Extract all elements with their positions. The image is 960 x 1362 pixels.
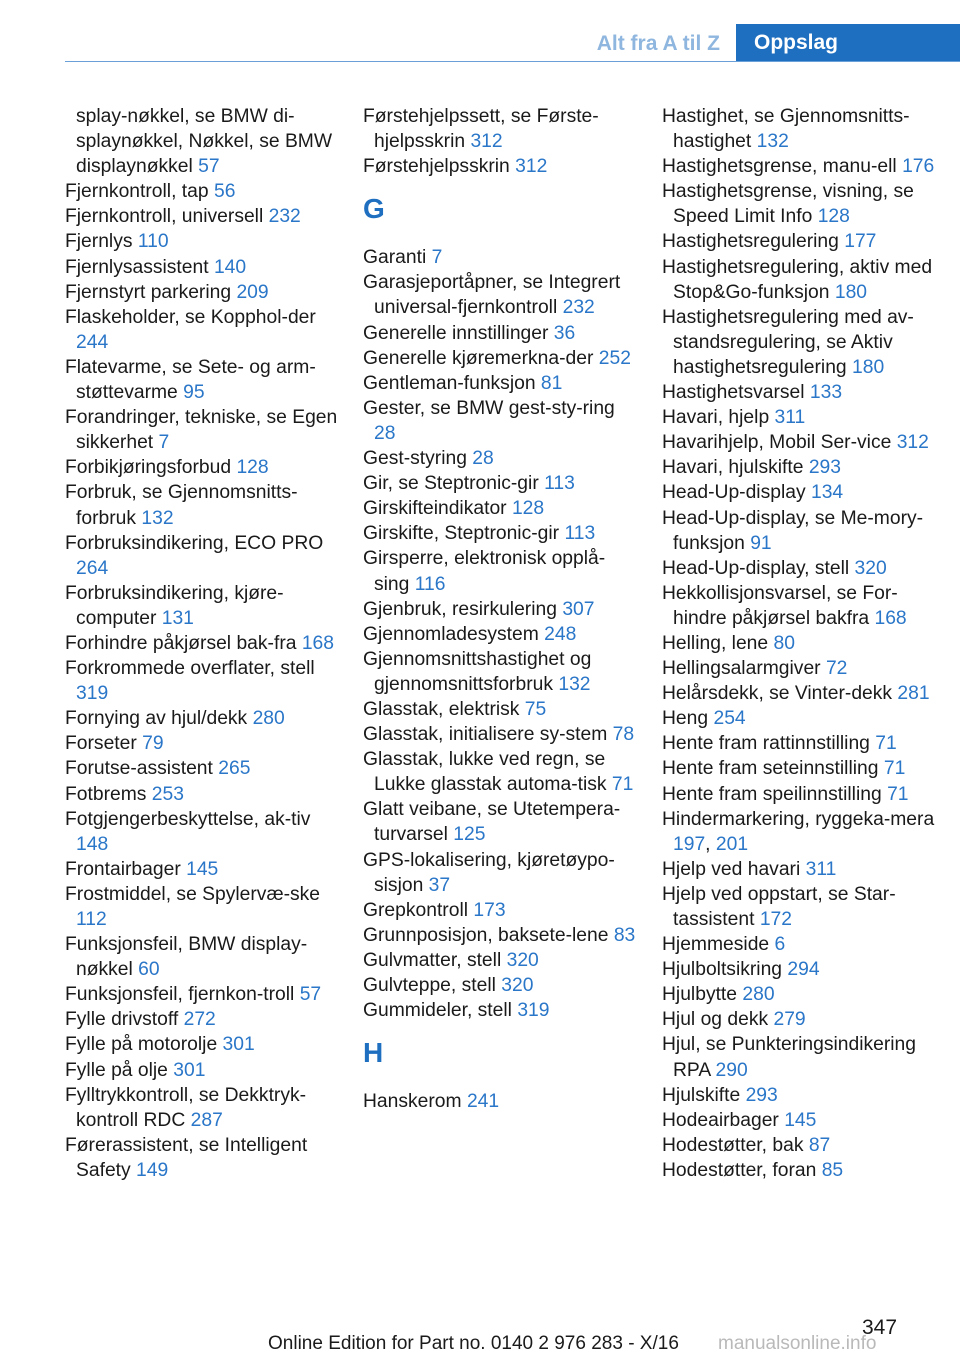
index-column-1 xyxy=(65,104,340,1183)
index-entry xyxy=(65,706,340,731)
page-reference-link[interactable]: 319 xyxy=(517,1000,550,1022)
index-entry-text: Hodeairbager xyxy=(662,1109,779,1131)
page-reference-link[interactable]: 131 xyxy=(161,607,194,629)
index-entry-text: Grepkontroll xyxy=(363,899,469,921)
page-reference-link[interactable]: 312 xyxy=(896,432,929,454)
page-reference-link[interactable]: 7 xyxy=(431,247,443,269)
page-reference-link[interactable]: 113 xyxy=(544,473,575,495)
index-entry xyxy=(363,923,638,948)
index-entry xyxy=(662,154,947,179)
page-reference-link[interactable]: 232 xyxy=(562,297,595,319)
index-entry xyxy=(363,848,638,898)
page-reference-link[interactable]: 145 xyxy=(186,858,219,880)
index-entry xyxy=(65,355,340,405)
index-entry-text: Gulvmatter, stell xyxy=(363,949,502,971)
index-entry xyxy=(662,104,947,154)
page-reference-link[interactable]: 248 xyxy=(544,623,577,645)
page-reference-link[interactable]: 173 xyxy=(473,899,506,921)
index-entry-text: Fylltrykkontroll, se Dekktryk-kontroll RDC xyxy=(65,1084,307,1131)
index-entry xyxy=(662,1083,947,1108)
index-entry xyxy=(363,321,638,346)
index-entry xyxy=(65,756,340,781)
page-reference-link[interactable]: 6 xyxy=(774,934,786,956)
page-reference-link[interactable]: 37 xyxy=(428,874,451,896)
index-column-2 xyxy=(363,104,638,1114)
page-number: 347 xyxy=(862,1316,898,1339)
index-entry-text: Generelle innstillinger xyxy=(363,322,549,344)
page-reference-link[interactable]: 72 xyxy=(825,658,848,680)
index-entry xyxy=(363,270,638,320)
section-breadcrumb[interactable]: Alt fra A til Z xyxy=(596,32,720,55)
index-entry xyxy=(662,305,947,380)
section-tab-oppslag[interactable]: Oppslag xyxy=(736,24,960,62)
index-column-3 xyxy=(662,104,947,1183)
index-entry-text: Førerassistent, se Intelligent Safety xyxy=(65,1134,308,1181)
index-entry xyxy=(363,546,638,596)
index-entry xyxy=(363,396,638,446)
index-entry-text: Garanti xyxy=(363,247,427,269)
index-entry xyxy=(363,154,638,179)
index-entry-text: Fjernkontroll, universell xyxy=(65,206,264,228)
page-reference-link[interactable]: 180 xyxy=(834,281,868,303)
page-reference-link[interactable]: 140 xyxy=(213,256,247,278)
page-reference-link[interactable]: 168 xyxy=(874,607,907,629)
index-entry xyxy=(65,1007,340,1032)
page-reference-link[interactable]: 133 xyxy=(809,382,843,404)
index-entry-text: Funksjonsfeil, BMW display-nøkkel xyxy=(65,934,308,981)
index-entry xyxy=(65,204,340,229)
index-entry xyxy=(363,346,638,371)
page-reference-link[interactable]: 301 xyxy=(173,1059,206,1081)
page-reference-link[interactable]: 132 xyxy=(558,673,591,695)
page-reference-link[interactable]: 36 xyxy=(553,322,576,344)
index-entry-text: Fylle drivstoff xyxy=(65,1009,179,1031)
index-entry xyxy=(363,597,638,622)
page-reference-link[interactable]: 320 xyxy=(506,949,539,971)
index-entry-text: Hastighetsvarsel xyxy=(662,382,805,404)
index-entry-text: Fjernlys xyxy=(65,231,133,253)
index-entry-text: Forhindre påkjørsel bak-fra xyxy=(65,632,297,654)
index-letter-heading: H xyxy=(363,1037,384,1069)
page-reference-link[interactable]: 312 xyxy=(515,156,548,178)
page-reference-link[interactable]: 113 xyxy=(564,523,596,545)
page-reference-link[interactable]: 110 xyxy=(137,231,169,253)
page-reference-link[interactable]: 134 xyxy=(810,482,844,504)
page-reference-link[interactable]: 312 xyxy=(470,131,503,153)
index-entry-text: Hastighetsregulering med av-standsregulering, se Aktiv hastighetsregulering xyxy=(662,306,914,378)
index-entry-text: Head-Up-display xyxy=(662,482,806,504)
index-entry-text: Fotbrems xyxy=(65,783,147,805)
page-header xyxy=(0,24,960,62)
index-entry xyxy=(65,982,340,1007)
index-entry-text: Forbruksindikering, ECO PRO xyxy=(65,532,324,554)
index-entry-text: Gjennomsnittshastighet og gjennomsnittsforbruk xyxy=(363,648,592,695)
page-reference-link[interactable]: 311 xyxy=(805,858,837,880)
page-reference-link[interactable]: 172 xyxy=(759,909,792,930)
page-reference-link[interactable]: 319 xyxy=(76,683,109,705)
index-entry xyxy=(65,255,340,280)
page-reference-link[interactable]: 244 xyxy=(76,331,109,353)
page-reference-link[interactable]: 132 xyxy=(756,131,789,153)
index-entry xyxy=(363,446,638,471)
page-reference-link[interactable]: 128 xyxy=(236,457,269,479)
page-reference-link[interactable]: 116 xyxy=(414,573,446,595)
index-entry-text: Førstehjelpssett, se Første-hjelpsskrin xyxy=(363,106,599,153)
index-entry xyxy=(662,681,947,706)
index-entry-text: Helårsdekk, se Vinter-dekk xyxy=(662,683,893,705)
index-entry xyxy=(65,581,340,631)
index-entry-text: Garasjeportåpner, se Integrert universal-fjernkontroll xyxy=(363,272,621,319)
page-reference-link[interactable]: 272 xyxy=(183,1009,216,1031)
index-entry xyxy=(662,932,947,957)
page-reference-link[interactable]: 71 xyxy=(875,733,897,755)
index-entry-text: Gummideler, stell xyxy=(363,1000,512,1022)
index-entry-text: Forseter xyxy=(65,733,137,755)
index-entry-text: Gentleman-funksjon xyxy=(363,372,536,394)
index-entry-text: GPS-lokalisering, kjøretøypo-sisjon xyxy=(363,849,615,896)
page-reference-link[interactable]: 145 xyxy=(784,1109,817,1131)
page-reference-link[interactable]: 280 xyxy=(742,984,775,1006)
page-reference-link[interactable]: 128 xyxy=(817,206,850,228)
page-reference-link[interactable]: 112 xyxy=(76,909,107,930)
index-entry-text: Gjennomladesystem xyxy=(363,623,539,645)
index-entry-text: Fjernlysassistent xyxy=(65,256,209,278)
index-entry xyxy=(363,948,638,973)
index-entry: Hindermarkering, ryggeka-mera 197, 201 xyxy=(662,808,935,855)
index-entry xyxy=(65,305,340,355)
index-entry-text: Hekkollisjonsvarsel, se For-hindre påkjørsel bakfra xyxy=(662,582,898,629)
index-entry xyxy=(662,1158,947,1183)
index-entry xyxy=(662,1108,947,1133)
page-reference-link[interactable]: 301 xyxy=(222,1034,255,1056)
index-entry xyxy=(662,455,947,480)
index-entry xyxy=(65,1032,340,1057)
index-entry-text: Gjenbruk, resirkulering xyxy=(363,598,557,620)
index-entry xyxy=(363,998,638,1023)
index-entry-text: Hindermarkering, ryggeka-mera xyxy=(662,808,935,830)
index-entry xyxy=(65,631,340,656)
index-entry xyxy=(65,179,340,204)
index-entry-text: Girskifteindikator xyxy=(363,498,507,520)
page-reference-link[interactable]: 320 xyxy=(854,557,887,579)
page-reference-link[interactable]: 281 xyxy=(897,683,930,705)
index-entry xyxy=(662,857,947,882)
page-reference-link[interactable]: 71 xyxy=(887,783,909,805)
index-entry xyxy=(65,882,340,932)
index-entry-text: Girskifte, Steptronic-gir xyxy=(363,523,560,545)
index-entry xyxy=(662,581,947,631)
index-entry xyxy=(363,647,638,697)
index-entry-text: splay-nøkkel, se BMW di-splaynøkkel, Nøkkel, se BMW displaynøkkel xyxy=(76,106,333,178)
index-entry xyxy=(363,471,638,496)
index-entry-text: Hjemmeside xyxy=(662,934,770,956)
index-entry xyxy=(65,455,340,480)
index-entry xyxy=(65,229,340,254)
index-entry-text: Hastighetsregulering, aktiv med Stop&Go-funksjon xyxy=(662,256,933,303)
index-entry xyxy=(65,104,340,179)
index-entry-text: Frostmiddel, se Spylervæ-ske xyxy=(65,883,321,905)
index-entry-text: Glasstak, elektrisk xyxy=(363,698,520,720)
index-entry-text: Glatt veibane, se Utetempera-turvarsel xyxy=(363,799,621,846)
index-entry xyxy=(65,1058,340,1083)
header-divider xyxy=(65,61,960,62)
index-entry-text: Forandringer, tekniske, se Egen sikkerhet xyxy=(65,407,338,454)
watermark: manualsonline.info xyxy=(718,1333,877,1354)
index-entry-text: Frontairbager xyxy=(65,858,181,880)
page-reference-link[interactable]: 168 xyxy=(301,632,334,654)
index-entry xyxy=(662,731,947,756)
edition-note: Online Edition for Part no. 0140 2 976 283 - X/16 xyxy=(268,1333,679,1354)
index-entry xyxy=(363,797,638,847)
index-entry xyxy=(65,480,340,530)
index-entry xyxy=(662,706,947,731)
index-entry-text: Hodestøtter, foran xyxy=(662,1159,817,1181)
index-entry-text: Gulvteppe, stell xyxy=(363,975,496,996)
index-entry-text: Fjernkontroll, tap xyxy=(65,181,209,203)
index-entry xyxy=(363,1089,638,1114)
index-entry-text: Fotgjengerbeskyttelse, ak-tiv xyxy=(65,808,311,830)
index-entry xyxy=(65,782,340,807)
page-reference-link[interactable]: 132 xyxy=(141,507,174,529)
index-entry-text: Flatevarme, se Sete- og arm-støttevarme xyxy=(65,356,316,404)
index-entry-text: Hastighetsgrense, manu-ell xyxy=(662,156,897,178)
index-entry xyxy=(662,1007,947,1032)
page-reference-link[interactable]: 264 xyxy=(76,557,109,579)
page-reference-link[interactable]: 293 xyxy=(745,1084,778,1106)
index-entry-text: Hente fram speilinnstilling xyxy=(662,783,882,805)
index-entry xyxy=(662,506,947,556)
page-reference-link[interactable]: 252 xyxy=(598,347,631,369)
page-reference-link[interactable]: 279 xyxy=(773,1009,806,1031)
index-entry xyxy=(65,656,340,706)
index-entry-text: Hastighetsgrense, visning, se Speed Limit Info xyxy=(662,181,914,228)
index-entry xyxy=(363,245,638,270)
index-entry xyxy=(662,179,947,229)
index-entry xyxy=(662,229,947,254)
page-reference-link[interactable]: 128 xyxy=(511,498,545,520)
index-entry-text: Glasstak, initialisere sy-stem xyxy=(363,724,608,746)
index-entry xyxy=(65,405,340,455)
page-reference-link[interactable]: 87 xyxy=(808,1134,831,1156)
index-entry xyxy=(363,697,638,722)
page-reference-link[interactable]: 320 xyxy=(501,975,534,996)
index-entry-text: Forbruk, se Gjennomsnitts-forbruk xyxy=(65,482,298,529)
page-reference-link[interactable]: 290 xyxy=(715,1059,748,1081)
index-entry xyxy=(65,932,340,982)
page-reference-link[interactable]: 294 xyxy=(787,959,820,981)
index-entry xyxy=(65,280,340,305)
index-entry xyxy=(662,1032,947,1082)
index-entry-text: Fjernstyrt parkering xyxy=(65,281,232,303)
page-reference-link[interactable]: 197 xyxy=(673,833,706,855)
index-entry xyxy=(662,556,947,581)
index-letter-heading: G xyxy=(363,193,385,225)
page-reference-link[interactable]: 253 xyxy=(151,783,184,805)
index-entry xyxy=(65,531,340,581)
index-entry xyxy=(363,521,638,546)
index-entry xyxy=(662,255,947,305)
index-entry-text: Førstehjelpsskrin xyxy=(363,156,510,178)
page-reference-link[interactable]: 293 xyxy=(808,457,841,479)
index-entry-text: Hente fram rattinnstilling xyxy=(662,733,870,755)
index-entry xyxy=(662,631,947,656)
index-entry-text: Grunnposisjon, baksete-lene xyxy=(363,924,609,946)
index-entry xyxy=(662,782,947,807)
page-reference-link[interactable]: 311 xyxy=(774,407,806,429)
page-reference-link[interactable]: 60 xyxy=(138,959,160,981)
page-reference-link[interactable]: 180 xyxy=(852,356,885,378)
page-reference-link[interactable]: 125 xyxy=(453,824,486,846)
index-entry xyxy=(662,380,947,405)
index-entry-text: Funksjonsfeil, fjernkon-troll xyxy=(65,984,295,1006)
index-entry xyxy=(363,622,638,647)
index-entry xyxy=(65,1083,340,1133)
index-entry-text: Hjul, se Punkteringsindikering RPA xyxy=(662,1034,916,1081)
index-entry-text: Girsperre, elektronisk opplå-sing xyxy=(363,548,606,595)
index-entry xyxy=(662,756,947,781)
page-reference-link[interactable]: 280 xyxy=(252,708,285,730)
page-reference-link[interactable]: 85 xyxy=(821,1159,844,1181)
page-reference-link[interactable]: 307 xyxy=(562,598,595,620)
page-reference-link[interactable]: 80 xyxy=(773,632,795,654)
page-reference-link[interactable]: 79 xyxy=(142,733,164,755)
page-reference-link[interactable]: 7 xyxy=(158,432,170,454)
index-entry-text: Heng xyxy=(662,708,709,730)
page-reference-link[interactable]: 57 xyxy=(198,156,220,178)
page-reference-link[interactable]: 209 xyxy=(236,281,269,303)
page-reference-link[interactable]: 201 xyxy=(715,833,749,855)
index-entry-text: Hjulbytte xyxy=(662,984,738,1006)
index-entry xyxy=(662,656,947,681)
index-entry xyxy=(363,747,638,797)
index-entry-text: Hastighet, se Gjennomsnitts-hastighet xyxy=(662,106,910,153)
page-reference-link[interactable]: 71 xyxy=(883,758,906,780)
index-entry-text: Hjulboltsikring xyxy=(662,959,783,981)
index-entry-text: Head-Up-display, stell xyxy=(662,557,850,579)
index-entry xyxy=(363,496,638,521)
index-entry-text: Forutse-assistent xyxy=(65,758,213,780)
index-entry-text: Hanskerom xyxy=(363,1091,462,1113)
index-entry-text: Hjelp ved havari xyxy=(662,858,801,880)
index-entry-text: Hente fram seteinnstilling xyxy=(662,758,879,780)
index-entry xyxy=(662,405,947,430)
page-reference-link[interactable]: 95 xyxy=(183,382,205,404)
index-entry-text: Generelle kjøremerkna-der xyxy=(363,347,594,369)
index-entry-text: Havari, hjulskifte xyxy=(662,457,804,479)
page-reference-link[interactable]: 28 xyxy=(472,448,494,470)
page-reference-link[interactable]: 148 xyxy=(76,833,109,855)
index-entry-text: Forkrommede overflater, stell xyxy=(65,658,315,680)
index-entry-text: Hodestøtter, bak xyxy=(662,1134,804,1156)
index-entry-text: Head-Up-display, se Me-mory-funksjon xyxy=(662,507,924,554)
index-entry-text: Forbikjøringsforbud xyxy=(65,457,232,479)
page-reference-link[interactable]: 78 xyxy=(612,724,635,746)
index-entry xyxy=(65,1133,340,1183)
page-reference-link[interactable]: 287 xyxy=(190,1109,223,1131)
index-entry xyxy=(363,973,638,998)
index-entry xyxy=(363,722,638,747)
page-reference-link[interactable]: 241 xyxy=(466,1091,500,1113)
index-entry-text: Havarihjelp, Mobil Ser-vice xyxy=(662,432,892,454)
index-entry xyxy=(662,1133,947,1158)
page-reference-link[interactable]: 149 xyxy=(136,1159,169,1181)
page-reference-link[interactable]: 83 xyxy=(613,924,636,946)
index-entry-text: Helling, lene xyxy=(662,632,769,654)
index-entry-text: Glasstak, lukke ved regn, se Lukke glasstak automa-tisk xyxy=(363,749,607,796)
index-entry xyxy=(662,882,947,932)
page-reference-link[interactable]: 91 xyxy=(750,532,772,554)
index-entry-text: Fylle på motorolje xyxy=(65,1034,218,1056)
index-entry xyxy=(65,857,340,882)
page-reference-link[interactable]: 254 xyxy=(713,708,746,730)
index-entry xyxy=(662,982,947,1007)
index-entry-text: Gester, se BMW gest-sty-ring xyxy=(363,397,615,419)
page-reference-link[interactable]: 177 xyxy=(844,231,877,253)
page-reference-link[interactable]: 28 xyxy=(374,422,396,444)
index-entry-text: Fylle på olje xyxy=(65,1059,168,1081)
index-entry xyxy=(363,371,638,396)
index-entry xyxy=(65,807,340,857)
index-entry-text: Forbruksindikering, kjøre-computer xyxy=(65,582,284,629)
page-reference-link[interactable]: 81 xyxy=(540,372,563,394)
index-entry xyxy=(662,430,947,455)
page-reference-link[interactable]: 176 xyxy=(902,156,935,178)
index-entry xyxy=(363,104,638,154)
page-reference-link[interactable]: 71 xyxy=(611,774,634,796)
page-reference-link[interactable]: 57 xyxy=(299,984,322,1006)
page-reference-link[interactable]: 265 xyxy=(218,758,251,780)
page-reference-link[interactable]: 56 xyxy=(213,181,236,203)
index-entry-text: Hjelp ved oppstart, se Star-tassistent xyxy=(662,883,896,930)
index-entry-text: Havari, hjelp xyxy=(662,407,770,429)
index-entry-text: Hastighetsregulering xyxy=(662,231,839,253)
index-entry-text: Gir, se Steptronic-gir xyxy=(363,473,539,495)
page-reference-link[interactable]: 75 xyxy=(524,698,547,720)
index-entry-text: Hellingsalarmgiver xyxy=(662,658,821,680)
index-entry xyxy=(65,731,340,756)
index-entry xyxy=(662,957,947,982)
index-entry-text: Gest-styring xyxy=(363,448,467,470)
index-entry xyxy=(363,898,638,923)
index-entry-text: Hjul og dekk xyxy=(662,1009,769,1031)
index-entry-text: Fornying av hjul/dekk xyxy=(65,708,248,730)
page-reference-link[interactable]: 232 xyxy=(268,206,301,228)
index-entry-text: Hjulskifte xyxy=(662,1084,741,1106)
index-entry-text: Flaskeholder, se Kopphol-der xyxy=(65,306,316,328)
index-entry xyxy=(662,480,947,505)
